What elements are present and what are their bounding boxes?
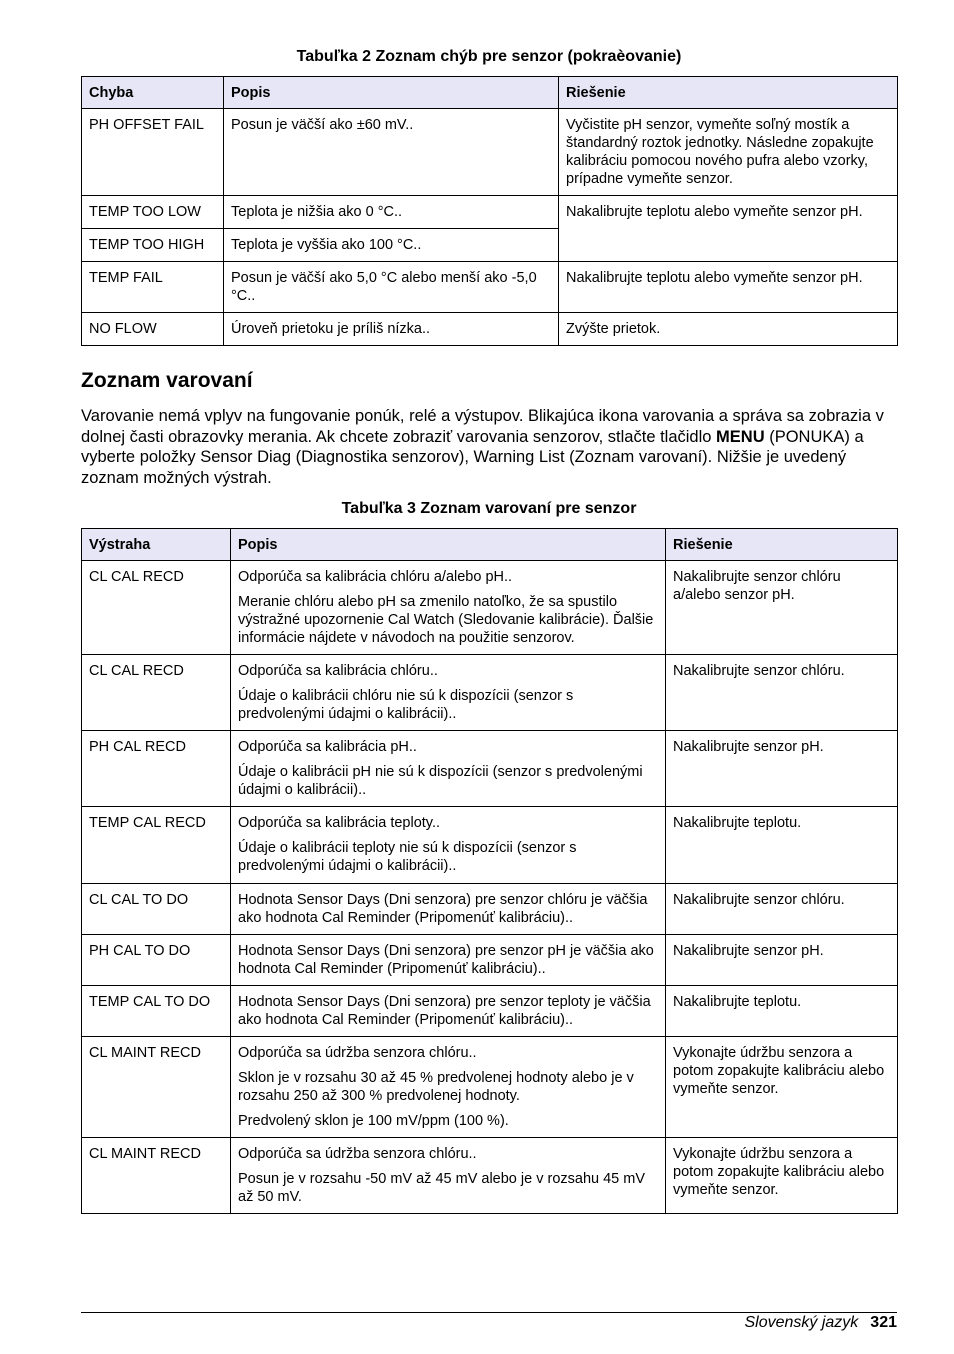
warning-description [231,807,666,884]
table-header-row [82,77,898,109]
warning-description [231,935,666,986]
table-header-row [82,529,898,561]
page-footer [744,1313,897,1333]
intro-text: Varovanie nemá vplyv na fungovanie ponúk, relé a výstupov. Blikajúca ikona varovania a správa sa zobrazia v dolnej časti obrazovky merania. Ak chcete zobraziť varovania senzorov, stlačte tlačidlo [81,407,884,446]
error-description: Posun je väčší ako 5,0 °C alebo menší ako -5,0 °C.. [224,262,559,313]
warning-code: TEMP CAL TO DO [82,986,231,1037]
description-paragraph: Odporúča sa kalibrácia pH.. [238,739,417,755]
description-paragraph: Odporúča sa údržba senzora chlóru.. [238,1146,477,1162]
table-row [82,196,898,229]
header-popis: Popis [231,529,666,561]
error-code: TEMP FAIL [82,262,224,313]
description-paragraph: Meranie chlóru alebo pH sa zmenilo natoľko, že sa spustilo výstražné upozornenie Cal Watch (Sledovanie kalibrácie). Ďalšie informácie nájdete v návodoch na použitie senzorov. [238,594,654,646]
warning-code: CL CAL TO DO [82,884,231,935]
description-paragraph: Údaje o kalibrácii chlóru nie sú k dispozícii (senzor s predvolenými údajmi o kalibrácii).. [238,688,574,722]
description-paragraph: Odporúča sa kalibrácia chlóru a/alebo pH.. [238,569,513,585]
table-row [82,313,898,346]
warning-solution: Nakalibrujte senzor chlóru a/alebo senzor pH. [666,561,898,655]
error-code: NO FLOW [82,313,224,346]
warning-solution: Nakalibrujte senzor pH. [666,935,898,986]
table-3-caption: Tabuľka 3 Zoznam varovaní pre senzor [341,500,637,517]
description-paragraph: Hodnota Sensor Days (Dni senzora) pre senzor teploty je väčšia ako hodnota Cal Reminder (Pripomenúť kalibráciu).. [238,994,651,1028]
error-solution: Nakalibrujte teplotu alebo vymeňte senzor pH. [559,262,898,313]
description-paragraph: Údaje o kalibrácii teploty nie sú k dispozícii (senzor s predvolenými údajmi o kalibrácii).. [238,840,577,874]
header-vystraha: Výstraha [82,529,231,561]
warning-code: CL CAL RECD [82,561,231,655]
error-code: PH OFFSET FAIL [82,109,224,196]
warning-description [231,561,666,655]
error-description: Teplota je vyššia ako 100 °C.. [224,229,559,262]
warning-code: TEMP CAL RECD [82,807,231,884]
description-paragraph: Sklon je v rozsahu 30 až 45 % predvolenej hodnoty alebo je v rozsahu 250 až 300 % predvolenej hodnoty. [238,1070,634,1104]
warning-description [231,884,666,935]
description-paragraph: Hodnota Sensor Days (Dni senzora) pre senzor chlóru je väčšia ako hodnota Cal Reminder (Pripomenúť kalibráciu).. [238,892,648,926]
error-solution: Nakalibrujte teplotu alebo vymeňte senzor pH. [559,196,898,262]
warning-code: CL CAL RECD [82,655,231,731]
footer-language: Slovenský jazyk [744,1314,859,1331]
table-row [82,1037,898,1138]
warning-description [231,655,666,731]
error-code: TEMP TOO LOW [82,196,224,229]
warning-solution: Nakalibrujte teplotu. [666,807,898,884]
table-row [82,561,898,655]
header-riesenie: Riešenie [666,529,898,561]
section-intro [81,406,897,488]
table-row [82,731,898,807]
table-2-caption: Tabuľka 2 Zoznam chýb pre senzor (pokraèovanie) [296,48,682,65]
warning-code: CL MAINT RECD [82,1037,231,1138]
header-riesenie: Riešenie [559,77,898,109]
warning-description [231,731,666,807]
warning-code: CL MAINT RECD [82,1138,231,1214]
page-number: 321 [870,1314,897,1331]
warning-description [231,1138,666,1214]
warning-description [231,986,666,1037]
description-paragraph: Predvolený sklon je 100 mV/ppm (100 %). [238,1113,509,1129]
description-paragraph: Posun je v rozsahu -50 mV až 45 mV alebo je v rozsahu 45 mV až 50 mV. [238,1171,646,1205]
warning-table [81,528,898,1214]
table-row [82,986,898,1037]
warning-solution: Vykonajte údržbu senzora a potom zopakujte kalibráciu alebo vymeňte senzor. [666,1037,898,1138]
table-row [82,807,898,884]
header-popis: Popis [224,77,559,109]
error-description: Teplota je nižšia ako 0 °C.. [224,196,559,229]
description-paragraph: Odporúča sa údržba senzora chlóru.. [238,1045,477,1061]
description-paragraph: Odporúča sa kalibrácia teploty.. [238,815,441,831]
description-paragraph: Odporúča sa kalibrácia chlóru.. [238,663,438,679]
warning-code: PH CAL RECD [82,731,231,807]
error-description: Úroveň prietoku je príliš nízka.. [224,313,559,346]
warning-solution: Nakalibrujte teplotu. [666,986,898,1037]
warning-solution: Nakalibrujte senzor pH. [666,731,898,807]
warning-solution: Vykonajte údržbu senzora a potom zopakujte kalibráciu alebo vymeňte senzor. [666,1138,898,1214]
description-paragraph: Údaje o kalibrácii pH nie sú k dispozícii (senzor s predvolenými údajmi o kalibrácii).. [238,764,643,798]
header-chyba: Chyba [82,77,224,109]
table-row [82,935,898,986]
error-solution: Vyčistite pH senzor, vymeňte soľný mostík a štandardný roztok jednotky. Následne zopakujte kalibráciu pomocou nového pufra alebo vzorky, prípadne vymeňte senzor. [559,109,898,196]
table-row [82,262,898,313]
table-row [82,884,898,935]
warning-solution: Nakalibrujte senzor chlóru. [666,884,898,935]
table-row [82,109,898,196]
section-title: Zoznam varovaní [81,369,253,392]
warning-description [231,1037,666,1138]
intro-text: (PONUKA) a vyberte položky Sensor Diag (Diagnostika senzorov), Warning List (Zoznam varovaní). Nižšie je uvedený zoznam možných výstrah. [81,427,864,487]
error-code: TEMP TOO HIGH [82,229,224,262]
table-row [82,1138,898,1214]
description-paragraph: Hodnota Sensor Days (Dni senzora) pre senzor pH je väčšia ako hodnota Cal Reminder (Pripomenúť kalibráciu).. [238,943,654,977]
warning-solution: Nakalibrujte senzor chlóru. [666,655,898,731]
menu-key-label: MENU [716,427,765,446]
error-solution: Zvýšte prietok. [559,313,898,346]
warning-code: PH CAL TO DO [82,935,231,986]
table-row [82,655,898,731]
error-table [81,76,898,346]
error-description: Posun je väčší ako ±60 mV.. [224,109,559,196]
